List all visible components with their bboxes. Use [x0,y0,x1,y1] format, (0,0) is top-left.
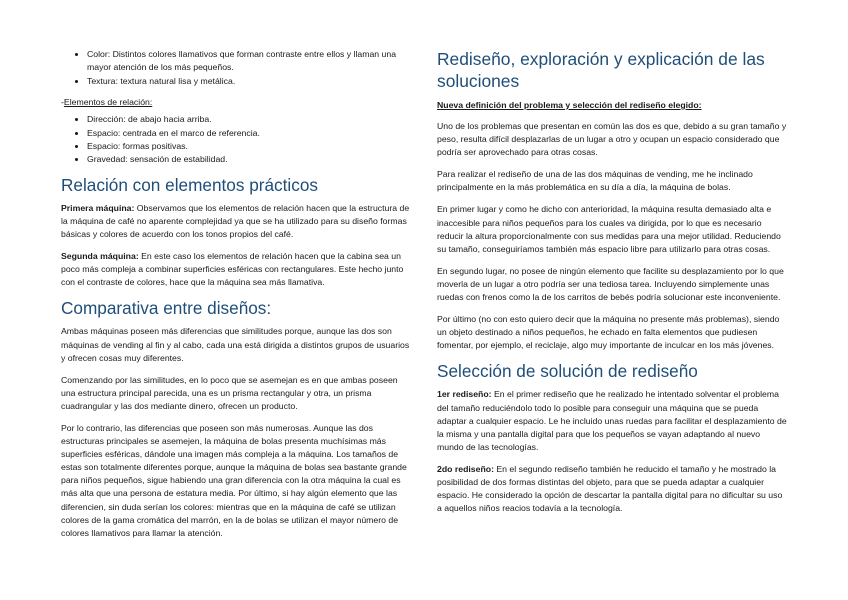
paragraph: En primer lugar y como he dicho con anterioridad, la máquina resulta demasiado alta e inaccesible para niños pequeños para los cuales va dirigida, por lo que es necesario reducir la altura proporcionalmente con sus medidas para una mejor utilidad. Reduciendo su tamaño, conseguiríamos también más espacio libre para utilizarlo para otras cosas. [437,204,781,254]
paragraph: Ambas máquinas poseen más diferencias que similitudes porque, aunque las dos son máquinas de vending al fin y al cabo, cada una está dirigida a distintos grupos de usuarios y ofrecen cosas muy diferentes. [61,326,410,363]
section-heading-design-comparison: Comparativa entre diseños: [61,298,272,319]
relation-elements-heading: -Elementos de relación: [61,97,153,108]
list-item: • Gravedad: sensación de estabilidad. [87,153,410,166]
paragraph: Uno de los problemas que presentan en común las dos es que, debido a su gran tamaño y peso, resulta difícil desplazarlas de un lugar a otro y ocupan un espacio considerado que podría ser aprovechado para otras cosas. [437,121,787,158]
paragraph-second-machine: Segunda máquina: En este caso los elementos de relación hacen que la cabina sea un poco más compleja a combinar superficies esféricas con rectangulares. Este hecho junto con el contraste de colores, hace que la máquina sea más llamativa. [61,251,404,288]
paragraph: Por lo contrario, las diferencias que poseen son más numerosas. Aunque las dos estructuras principales se asemejen, la máquina de bolas presenta muchísimas más superficies esféricas, dándole una imagen más compleja a la máquina. Los tamaños de estas son totalmente diferentes porque, aunque la máquina de bolas sea bastante grande para niños pequeños, sigue habiendo una gran diferencia con la otra máquina la cual es más alta que una persona de estatura media. Por último, si hay algún elemento que las diferencien, sin duda serían los colores: mientras que en la máquina de café se utilizan colores de la gama cromática del marrón, en la de bolas se utilizan el mayor número de colores llamativos para llamar la atención. [61,422,407,538]
paragraph-first-redesign: 1er rediseño: En el primer rediseño que he realizado he intentado solventar el problema del tamaño reduciéndolo todo lo posible para conseguir una máquina que se pueda adaptar a cualquier espacio. Le he incluido unas ruedas para facilitar el desplazamiento de la misma y una pantalla digital para que los pequeños se vayan adaptando al nuevo mundo de las tecnologías. [437,389,787,452]
section-heading-practical-relation: Relación con elementos prácticos [61,174,318,195]
intro-bullet-list [61,48,410,88]
right-column [437,48,787,524]
list-item: • Color: Distintos colores llamativos que forman contraste entre ellos y llaman una mayor atención de los más pequeños. [87,48,410,75]
paragraph: En segundo lugar, no posee de ningún elemento que facilite su desplazamiento por lo que moverla de un lugar a otro podría ser una tediosa tarea. Incluyendo simplemente unas ruedas con frenos como la de los carritos de bebés podría solucionar este inconveniente. [437,265,784,303]
paragraph-first-machine: Primera máquina: Observamos que los elementos de relación hacen que la estructura de la máquina de café no aparente complejidad ya que se ha utilizado para su diseño formas básicas y colores de acuerdo con los tonos propios del café. [61,202,410,240]
list-item: • Espacio: formas positivas. [87,140,410,153]
paragraph: Comenzando por las similitudes, en lo poco que se asemejan es en que ambas poseen una estructura principal parecida, una es un prisma rectangular y otra, un prisma cuadrangular y las dos mediante dinero, ofrecen un producto. [61,374,398,411]
list-item: • Espacio: centrada en el marco de referencia. [87,127,410,140]
list-item: • Textura: textura natural lisa y metálica. [87,75,410,88]
subheading-problem-definition: Nueva definición del problema y selección del rediseño elegido: [437,100,702,110]
paragraph: Para realizar el rediseño de una de las dos máquinas de vending, me he inclinado principalmente en la más problemática en su día a día, la máquina de bolas. [437,169,753,193]
left-column [61,48,410,549]
paragraph-second-redesign: 2do rediseño: En el segundo rediseño también he reducido el tamaño y he mostrado la posibilidad de dos formas distintas del objeto, para que se pueda adaptar a cualquier espacio. He considerado la opción de descartar la pantalla digital para no dificultar su uso a aquellos niños reacios todavía a la tecnología. [437,463,783,514]
paragraph: Por último (no con esto quiero decir que la máquina no presente más problemas), siendo un objeto destinado a niños pequeños, he echado en falta elementos que pudiesen fomentar, por ejemplo, el reciclaje, algo muy importante de inculcar en los más jóvenes. [437,314,780,351]
section-heading-solution-selection: Selección de solución de rediseño [437,361,698,382]
list-item: • Dirección: de abajo hacia arriba. [87,113,410,126]
relation-bullet-list [61,113,410,167]
section-heading-redesign: Rediseño, exploración y explicación de las soluciones [437,49,765,91]
